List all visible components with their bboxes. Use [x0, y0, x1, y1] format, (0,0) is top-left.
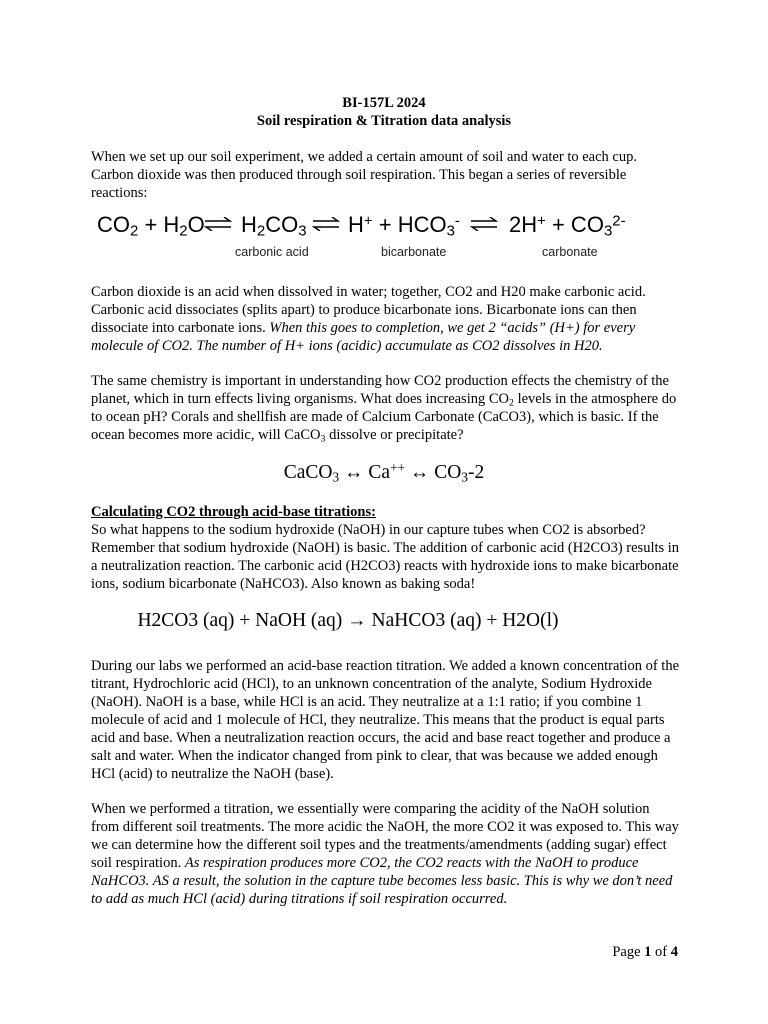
document-title: Soil respiration & Titration data analysis — [256, 113, 512, 129]
h2co3-formula: $H_2CO_3$ — [241, 212, 307, 240]
label-carbonate: carbonate — [542, 245, 598, 259]
acid-paragraph: Carbon dioxide is an acid when dissolved in water; together, CO2 and H20 make carbonic acid. Carbonic acid dissociates (splits apart) to produce bicarbonate ions. Bicarbonate ions can then dissociate into carbonate ions. When this goes to completion, we get 2 “acids” (H+) for every molecule of CO2. The number of H+ ions (acidic) accumulate as CO2 dissolves in H20. — [91, 284, 646, 354]
calcium-carbonate-equation: CaCO$_3$ ↔ Ca++ ↔ $CO_3-2$ — [283, 460, 485, 485]
page-number: Page 1 of 4 — [612, 944, 678, 960]
ocean-paragraph: The same chemistry is important in understanding how CO2 production effects the chemistry of the planet, which in turn effects living organisms. What does increasing $CO_2$ levels in the atmosphere do to ocean pH? Corals and shellfish are made of Calcium Carbonate (CaCO3), which is basic. If the ocean becomes more acidic, will CaCO$_3$ dissolve or precipitate? — [91, 373, 677, 445]
equilibrium-arrow-icon — [470, 217, 498, 231]
reaction-equation-image — [91, 208, 626, 264]
titration-section — [91, 503, 681, 593]
titration-paragraph: So what happens to the sodium hydroxide (NaOH) in our capture tubes when CO2 is absorbed? Remember that sodium hydroxide (NaOH) is basic. The addition of carbonic acid (H2CO3) results in a neutralization reaction. The carbonic acid (H2CO3) reacts with hydroxide ions to make bicarbonate ions, sodium bicarbonate (NaHCO3). Also known as baking soda! — [91, 522, 680, 592]
reaction-equation — [91, 208, 626, 244]
co2-formula: $CO_2 + H_2O$ — [97, 212, 205, 240]
label-bicarbonate: bicarbonate — [381, 245, 447, 259]
co3-formula: $2H^+ + CO_3^{2-}$ — [509, 212, 626, 240]
course-code: BI-157L 2024 — [342, 95, 426, 111]
equilibrium-arrow-icon — [204, 217, 232, 231]
hco3-formula: $H^+ + HCO_3^-$ — [348, 212, 460, 240]
intro-paragraph: When we set up our soil experiment, we added a certain amount of soil and water to each cup. Carbon dioxide was then produced through soil respiration. This began a series of reversible reactions: — [91, 149, 637, 201]
label-carbonic-acid: carbonic acid — [235, 245, 309, 259]
lab-paragraph: During our labs we performed an acid-base reaction titration. We added a known concentration of the titrant, Hydrochloric acid (HCl), to an unknown concentration of the analyte, Sodium Hydroxide (NaOH). NaOH is a base, while HCl is an acid. They neutralize at a 1:1 ratio; if you combine 1 molecule of acid and 1 molecule of HCl, they neutralize. This means that the product is equal parts acid and base. When a neutralization reaction occurs, the acid and base react together and produce a salt and water. When the indicator changed from pink to clear, that was because we added enough HCl (acid) to neutralize the NaOH (base). — [91, 658, 680, 782]
equilibrium-arrow-icon — [312, 217, 340, 231]
neutralization-equation: H2CO3 (aq) + NaOH (aq) → NaHCO3 (aq) + H2O(l) — [137, 610, 559, 631]
titration-heading: Calculating CO2 through acid-base titrations: — [91, 504, 376, 520]
comparison-paragraph: When we performed a titration, we essentially were comparing the acidity of the NaOH solution from different soil treatments. The more acidic the NaOH, the more CO2 it was exposed to. This way we can determine how the different soil types and the treatments/amendments (adding sugar) effect soil respiration. As respiration produces more CO2, the CO2 reacts with the NaOH to produce NaHCO3. AS a result, the solution in the capture tube becomes less basic. This is why we don’t need to add as much HCl (acid) during titrations if soil respiration occurred. — [91, 801, 679, 907]
